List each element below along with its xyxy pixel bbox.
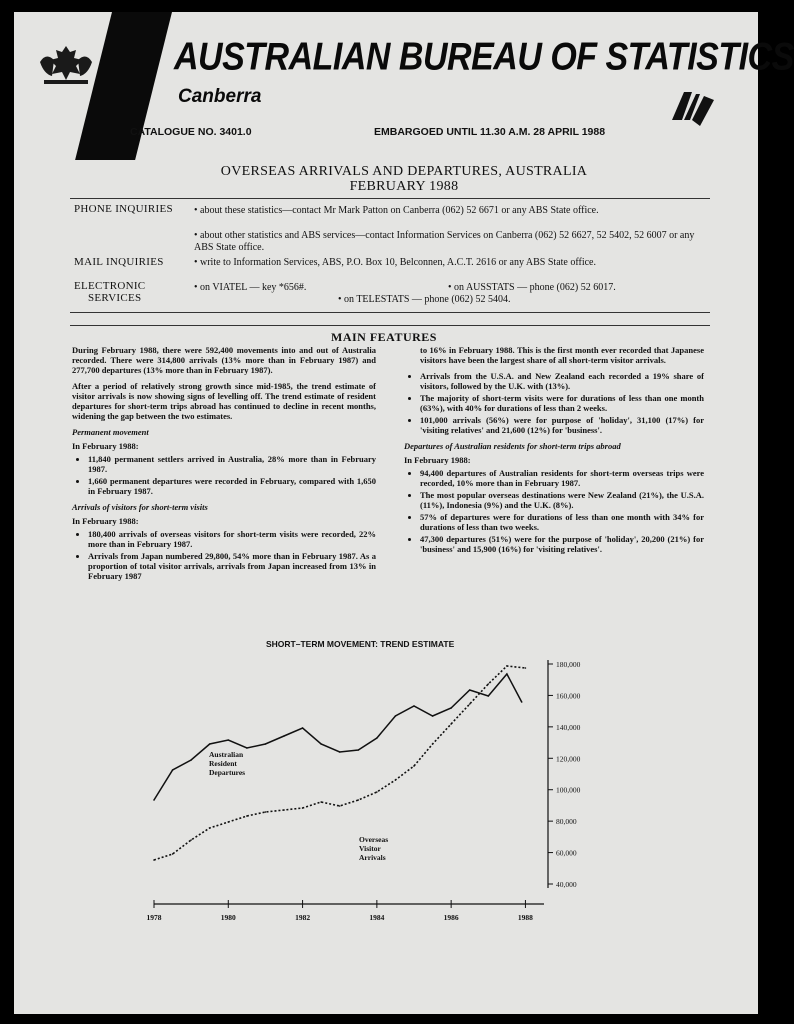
catalogue-number: CATALOGUE NO. 3401.0 xyxy=(130,126,252,138)
visitor-arrivals-point xyxy=(339,805,341,807)
visitor-arrivals-point xyxy=(190,839,192,841)
resident-departures-point xyxy=(521,701,523,703)
ausstats-service: • on AUSSTATS — phone (062) 52 6017. xyxy=(448,282,616,293)
phone-inquiry-1: • about these statistics—contact Mr Mark Patton on Canberra (062) 52 6671 or any ABS State office. xyxy=(194,205,599,216)
resident-departures-point xyxy=(283,735,285,737)
resident-departures-point xyxy=(413,705,415,707)
telestats-service: • on TELESTATS — phone (062) 52 5404. xyxy=(338,294,511,305)
list-item: • 57% of departures were for durations of less than one month with 34% for durations of less than two weeks. xyxy=(420,512,704,532)
series-label: Visitor xyxy=(359,844,381,853)
resident-departures-point xyxy=(302,727,304,729)
permanent-movement-subheading: In February 1988: xyxy=(72,441,139,451)
agency-city: Canberra xyxy=(178,86,262,107)
list-item: • 101,000 arrivals (56%) were for purpose of 'holiday', 31,100 (17%) for 'visiting relatives' and 21,600 (12%) for 'business'. xyxy=(420,415,704,435)
y-tick-label: 60,000 xyxy=(556,848,577,858)
publication-title xyxy=(134,164,674,194)
embargo-notice: EMBARGOED UNTIL 11.30 A.M. 28 APRIL 1988 xyxy=(374,126,606,138)
y-tick-label: 140,000 xyxy=(556,722,581,732)
visitor-arrivals-point xyxy=(525,667,527,669)
visitor-arrivals-point xyxy=(376,791,378,793)
list-item: • The majority of short-term visits were for durations of less than one month (63%), with 40% for durations of less than 2 weeks. xyxy=(420,393,704,413)
x-tick-label: 1982 xyxy=(295,913,311,922)
visitor-arrivals-point xyxy=(172,853,174,855)
resident-departures-point xyxy=(339,751,341,753)
viatel-service: • on VIATEL — key *656#. xyxy=(194,282,307,293)
x-tick-label: 1988 xyxy=(517,913,533,922)
agency-title: AUSTRALIAN BUREAU OF STATISTICS xyxy=(174,35,794,79)
visitor-arrivals-point xyxy=(395,779,397,781)
y-tick-label: 80,000 xyxy=(556,817,577,827)
list-item: • 94,400 departures of Australian residents for short-term overseas trips were recorded, 10% more than in February 1987. xyxy=(420,468,704,488)
phone-inquiries-label: PHONE INQUIRIES xyxy=(74,203,173,215)
visitor-arrivals-point xyxy=(209,827,211,829)
mail-inquiries-label: MAIL INQUIRIES xyxy=(74,256,164,268)
divider xyxy=(70,198,710,199)
phone-inquiry-2: • about other statistics and ABS services—contact Information Services on Canberra (062) 52 6627, 52 5402, 52 6007 or any ABS State office. xyxy=(194,230,695,253)
visitor-arrivals-point xyxy=(487,683,489,685)
resident-departures-point xyxy=(209,743,211,745)
visitor-arrivals-point xyxy=(413,765,415,767)
list-item: • Arrivals from Japan numbered 29,800, 54% more than in February 1987. As a proportion of total visitor arrivals, arrivals from Japan increased from 13% in February 1987 xyxy=(88,551,376,581)
resident-departures-point xyxy=(320,743,322,745)
resident-departures-point xyxy=(153,799,155,801)
x-tick-label: 1980 xyxy=(220,913,236,922)
resident-departures-point xyxy=(450,707,452,709)
resident-departures-point xyxy=(227,739,229,741)
resident-departures-point xyxy=(395,715,397,717)
coat-of-arms-icon xyxy=(36,40,96,90)
resident-departures-point xyxy=(172,769,174,771)
chart-title: SHORT–TERM MOVEMENT: TREND ESTIMATE xyxy=(266,639,455,649)
mail-inquiry-1: • write to Information Services, ABS, P.O. Box 10, Belconnen, A.C.T. 2616 or any ABS State office. xyxy=(194,257,596,268)
x-tick-label: 1978 xyxy=(146,913,162,922)
resident-departures-line xyxy=(154,674,522,800)
permanent-movement-list xyxy=(72,454,376,496)
main-features-heading: MAIN FEATURES xyxy=(331,330,437,344)
visitor-arrivals-point xyxy=(153,859,155,861)
list-item: • Arrivals from the U.S.A. and New Zealand each recorded a 19% share of visitors, followed by the U.K. with (13%). xyxy=(420,371,704,391)
abs-logo-icon xyxy=(670,86,718,130)
publication-title-line1: OVERSEAS ARRIVALS AND DEPARTURES, AUSTRALIA xyxy=(220,164,588,179)
electronic-services-label-1: ELECTRONIC xyxy=(74,280,146,292)
left-column xyxy=(72,345,376,587)
y-tick-label: 100,000 xyxy=(556,785,581,795)
resident-departures-point xyxy=(376,737,378,739)
list-item: • 1,660 permanent departures were recorded in February, compared with 1,650 in February 1987. xyxy=(88,476,376,496)
divider xyxy=(70,312,710,313)
resident-departures-point xyxy=(506,673,508,675)
visitor-arrivals-point xyxy=(450,723,452,725)
visitor-arrivals-point xyxy=(283,809,285,811)
paragraph-movements: During February 1988, there were 592,400 movements into and out of Australia recorded. There were 314,800 arrivals (13% more than in February 1987) and 277,700 departures (13% more than in February 1987). xyxy=(72,345,376,375)
list-item: • 11,840 permanent settlers arrived in Australia, 28% more than in February 1987. xyxy=(88,454,376,474)
visitor-arrivals-list xyxy=(72,529,376,581)
divider xyxy=(70,325,710,326)
permanent-movement-heading: Permanent movement xyxy=(72,427,149,437)
resident-departures-point xyxy=(469,689,471,691)
series-label: Overseas xyxy=(359,835,389,844)
right-column xyxy=(404,345,704,560)
visitor-arrivals-point xyxy=(265,811,267,813)
paragraph-japan-continued: to 16% in February 1988. This is the first month ever recorded that Japanese visitors have been the largest share of all short-term visitor arrivals. xyxy=(420,345,704,365)
resident-departures-point xyxy=(265,743,267,745)
visitor-arrivals-point xyxy=(246,815,248,817)
resident-departures-point xyxy=(190,759,192,761)
visitor-arrivals-heading: Arrivals of visitors for short-term visits xyxy=(72,502,208,512)
paragraph-trend: After a period of relatively strong growth since mid-1985, the trend estimate of visitor arrivals is now showing signs of levelling off. The trend estimate of resident departures for short-term trips abroad has continued to decline in recent months, widening the gap between the two estimates. xyxy=(72,381,376,421)
trend-chart xyxy=(134,652,634,922)
resident-departures-point xyxy=(246,747,248,749)
resident-departures-point xyxy=(487,695,489,697)
visitor-details-list xyxy=(404,371,704,435)
y-tick-label: 40,000 xyxy=(556,880,577,889)
visitor-arrivals-point xyxy=(432,743,434,745)
list-item: • 47,300 departures (51%) were for the purpose of 'holiday', 20,200 (21%) for 'business' and 15,900 (16%) for 'visiting relatives'. xyxy=(420,534,704,554)
resident-departures-list xyxy=(404,468,704,554)
series-label: Arrivals xyxy=(359,853,386,862)
list-item: • 180,400 arrivals of overseas visitors for short-term visits were recorded, 22% more than in February 1987. xyxy=(88,529,376,549)
x-tick-label: 1984 xyxy=(369,913,385,922)
visitor-arrivals-point xyxy=(506,665,508,667)
visitor-arrivals-point xyxy=(302,807,304,809)
visitor-arrivals-point xyxy=(357,799,359,801)
y-tick-label: 120,000 xyxy=(556,754,581,764)
list-item: • The most popular overseas destinations were New Zealand (21%), the U.S.A. (11%), Indonesia (9%) and the U.K. (8%). xyxy=(420,490,704,510)
publication-title-line2: FEBRUARY 1988 xyxy=(349,179,459,194)
series-label: Australian xyxy=(209,750,244,759)
visitor-arrivals-point xyxy=(227,821,229,823)
document-page xyxy=(14,12,794,1014)
series-label: Departures xyxy=(209,768,246,777)
resident-departures-point xyxy=(357,749,359,751)
visitor-arrivals-subheading: In February 1988: xyxy=(72,516,139,526)
series-label: Resident xyxy=(209,759,237,768)
y-tick-label: 180,000 xyxy=(556,660,581,669)
x-tick-label: 1986 xyxy=(443,913,459,922)
y-tick-label: 160,000 xyxy=(556,691,581,701)
electronic-services-label-2: SERVICES xyxy=(88,292,142,304)
resident-departures-point xyxy=(432,715,434,717)
resident-departures-subheading: In February 1988: xyxy=(404,455,471,465)
resident-departures-heading: Departures of Australian residents for short-term trips abroad xyxy=(404,441,621,451)
visitor-arrivals-point xyxy=(469,703,471,705)
visitor-arrivals-point xyxy=(320,801,322,803)
